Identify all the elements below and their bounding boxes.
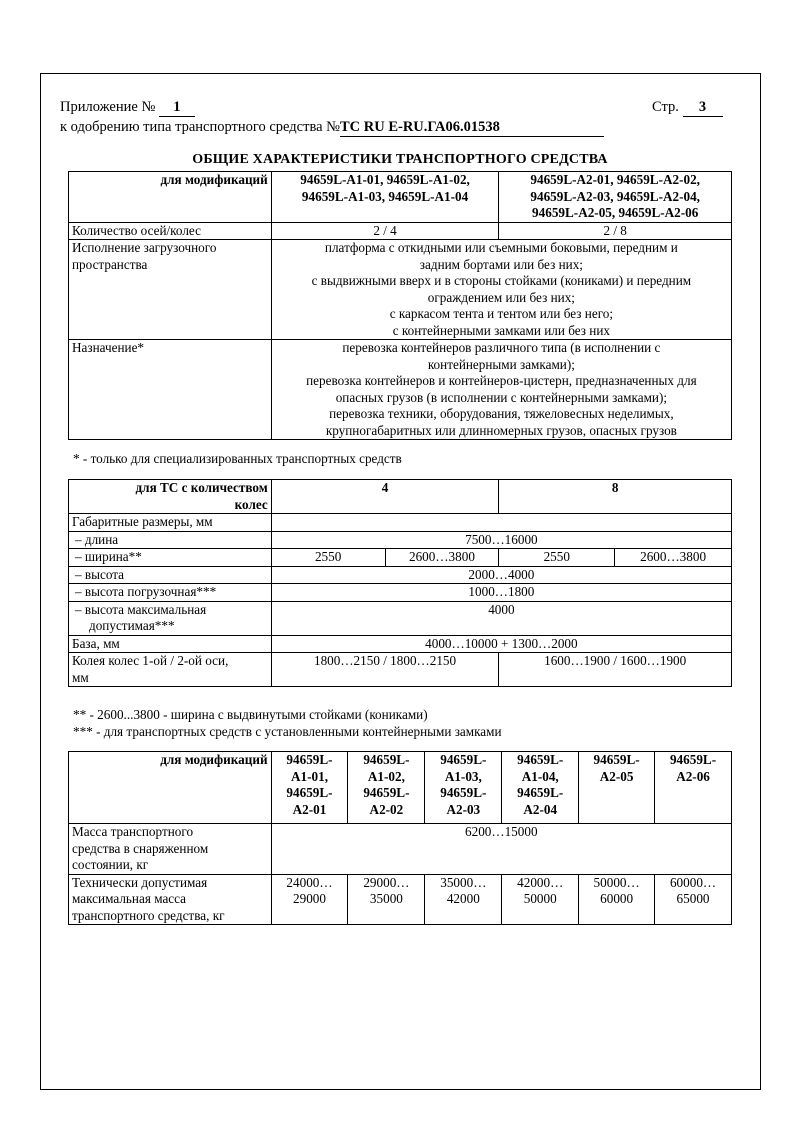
max-height-label-line: допустимая*** [89,618,175,633]
dimensions-label: Габаритные размеры, мм [69,514,272,532]
page-label: Стр. [652,99,679,115]
mod-header-line: 94659L- [517,785,564,800]
curb-mass-label-line: средства в снаряженном [72,840,209,856]
appendix-label: Приложение № [60,99,156,115]
mod-column-header [425,752,502,824]
purpose-value-line: перевозка контейнеров и контейнеров-цистерн, предназначенных для [306,373,697,388]
track-label-line: мм [72,669,89,685]
cargo-value-line: с выдвижными вверх и в стороны стойками (кониками) и передним [311,273,692,288]
gross-mass-line: 29000… [363,874,410,890]
cargo-label [69,240,272,340]
gross-mass-value [655,874,732,925]
track-value-4: 1800…2150 / 1800…2150 [271,653,499,687]
purpose-value-line: контейнерными замками); [427,356,575,372]
table-row [69,549,732,567]
appendix-number: 1 [159,99,195,117]
mod-group-2-line: 94659L-A2-03, 94659L-A2-04, [530,188,700,204]
gross-mass-value [502,874,579,925]
table-row [69,222,732,240]
purpose-value [271,340,731,440]
gross-mass-line: 24000… [286,874,333,890]
gross-mass-label-line: максимальная масса [72,891,187,906]
width-value: 2550 [499,549,615,567]
mod-header-line: 94659L- [593,752,640,767]
table-row [69,752,732,824]
modifications-header-label: для модификаций [69,172,272,223]
mod-group-1-line: 94659L-A1-03, 94659L-A1-04 [301,188,469,204]
mod-column-header [502,752,579,824]
table-row [69,653,732,687]
curb-mass-label-line: состоянии, кг [72,857,149,872]
dimensions-empty [271,514,731,532]
track-label-line: Колея колес 1-ой / 2-ой оси, [72,653,229,668]
base-label: База, мм [69,635,272,653]
max-height-value: 4000 [271,601,731,635]
mod-column-header [579,752,655,824]
purpose-value-line: перевозка контейнеров различного типа (в исполнении с [342,340,661,355]
width-value: 2600…3800 [385,549,499,567]
table-row [69,584,732,602]
width-value: 2600…3800 [615,549,732,567]
mod-group-2-line: 94659L-A2-01, 94659L-A2-02, [530,172,700,187]
mass-header-label: для модификаций [69,752,272,824]
mod-column-header [655,752,732,824]
mod-header-line: A2-05 [599,768,634,784]
dimensions-table [68,479,732,687]
footnote-specialized: * - только для специализированных транспортных средств [73,451,402,466]
approval-label: к одобрению типа транспортного средства № [60,119,340,135]
gross-mass-value [579,874,655,925]
document-title: ОБЩИЕ ХАРАКТЕРИСТИКИ ТРАНСПОРТНОГО СРЕДСТВА [192,152,608,167]
mod-header-line: 94659L- [286,785,333,800]
gross-mass-line: 35000… [440,874,487,890]
gross-mass-line: 60000… [669,874,717,890]
cargo-value-line: с каркасом тента и тентом или без него; [389,306,614,321]
table-row [69,824,732,875]
mod-group-1-line: 94659L-A1-01, 94659L-A1-02, [300,172,470,187]
table-row [69,240,732,340]
mod-header-line: A2-02 [369,801,404,817]
table-row [69,874,732,925]
mod-header-line: A2-03 [446,801,481,817]
max-height-label [69,601,272,635]
gross-mass-label-line: транспортного средства, кг [72,907,225,923]
mod-header-line: 94659L- [440,785,487,800]
width-label: – ширина** [69,549,272,567]
length-value: 7500…16000 [271,531,731,549]
gross-mass-label [69,874,272,925]
curb-mass-value: 6200…15000 [271,824,731,875]
modifications-group-2 [499,172,732,223]
gross-mass-line: 65000 [676,891,710,906]
gross-mass-line: 35000 [369,891,403,906]
mod-group-2-line: 94659L-A2-05, 94659L-A2-06 [532,205,699,220]
footnote-width: ** - 2600...3800 - ширина с выдвинутыми стойками (кониками) [73,707,428,722]
purpose-value-line: крупногабаритных или длинномерных грузов, опасных грузов [325,422,677,438]
cargo-value [271,240,731,340]
wheels-8-header: 8 [499,480,732,514]
table-row [69,531,732,549]
purpose-value-line: перевозка техники, оборудования, тяжеловесных неделимых, [329,406,674,421]
purpose-value-line: опасных грузов (в исполнении с контейнерными замками); [335,389,668,405]
mod-header-line: 94659L- [517,752,564,767]
height-label: – высота [69,566,272,584]
cargo-value-line: ограждением или без них; [427,289,575,305]
mod-header-line: 94659L- [440,752,487,767]
load-height-label: – высота погрузочная*** [69,584,272,602]
mod-header-line: A1-03, [444,768,482,784]
wheels-header-line: колес [234,496,268,512]
length-label: – длина [69,531,272,549]
table-row [69,480,732,514]
table-row [69,340,732,440]
mod-header-line: A1-04, [521,768,559,784]
axles-value-group-1: 2 / 4 [271,222,499,240]
approval-number: ТС RU E-RU.ГА06.01538 [340,119,604,137]
mod-header-line: 94659L- [363,752,410,767]
gross-mass-value [348,874,425,925]
cargo-label-line: Исполнение загрузочного [72,240,217,255]
wheels-header-line: для ТС с количеством [135,480,268,495]
page-number: 3 [683,99,723,117]
track-value-8: 1600…1900 / 1600…1900 [499,653,732,687]
table-row [69,514,732,532]
table-row [69,601,732,635]
wheels-4-header: 4 [271,480,499,514]
cargo-value-line: с контейнерными замками или без них [392,322,610,338]
gross-mass-line: 60000 [600,891,634,906]
cargo-label-line: пространства [72,256,148,272]
cargo-value-line: платформа с откидными или съемными боковыми, передним и [324,240,678,255]
axles-label: Количество осей/колес [69,222,272,240]
mass-table [68,751,732,925]
table-row [69,566,732,584]
mod-header-line: 94659L- [286,752,333,767]
axles-value-group-2: 2 / 8 [499,222,732,240]
mod-column-header [271,752,348,824]
max-height-label-line: – высота максимальная [75,601,207,617]
purpose-label: Назначение* [69,340,272,440]
mod-header-line: A1-02, [367,768,405,784]
height-value: 2000…4000 [271,566,731,584]
gross-mass-value [271,874,348,925]
curb-mass-label [69,824,272,875]
cargo-value-line: задним бортами или без них; [419,256,583,272]
mod-header-line: A2-04 [523,801,558,817]
gross-mass-line: 50000 [523,891,557,906]
mod-column-header [348,752,425,824]
gross-mass-value [425,874,502,925]
base-value: 4000…10000 + 1300…2000 [271,635,731,653]
curb-mass-label-line: Масса транспортного [72,824,194,839]
page-number-line [652,99,723,117]
modifications-table [68,171,732,440]
table-row [69,172,732,223]
mod-header-line: A2-01 [292,801,327,817]
gross-mass-line: 29000 [293,891,326,906]
load-height-value: 1000…1800 [271,584,731,602]
gross-mass-line: 50000… [593,874,640,890]
footnote-container-locks: *** - для транспортных средств с установленными контейнерными замками [73,724,502,739]
gross-mass-line: 42000… [517,874,564,890]
gross-mass-line: 42000 [446,891,480,906]
approval-line [60,119,604,137]
wheels-header-label [69,480,272,514]
mod-header-line: 94659L- [363,785,410,800]
width-value: 2550 [271,549,385,567]
appendix-line [60,99,195,117]
table-row [69,635,732,653]
modifications-group-1 [271,172,499,223]
mod-header-line: A1-01, [291,768,328,784]
track-label [69,653,272,687]
mod-header-line: A2-06 [676,768,710,784]
gross-mass-label-line: Технически допустимая [72,874,208,890]
mod-header-line: 94659L- [669,752,717,767]
